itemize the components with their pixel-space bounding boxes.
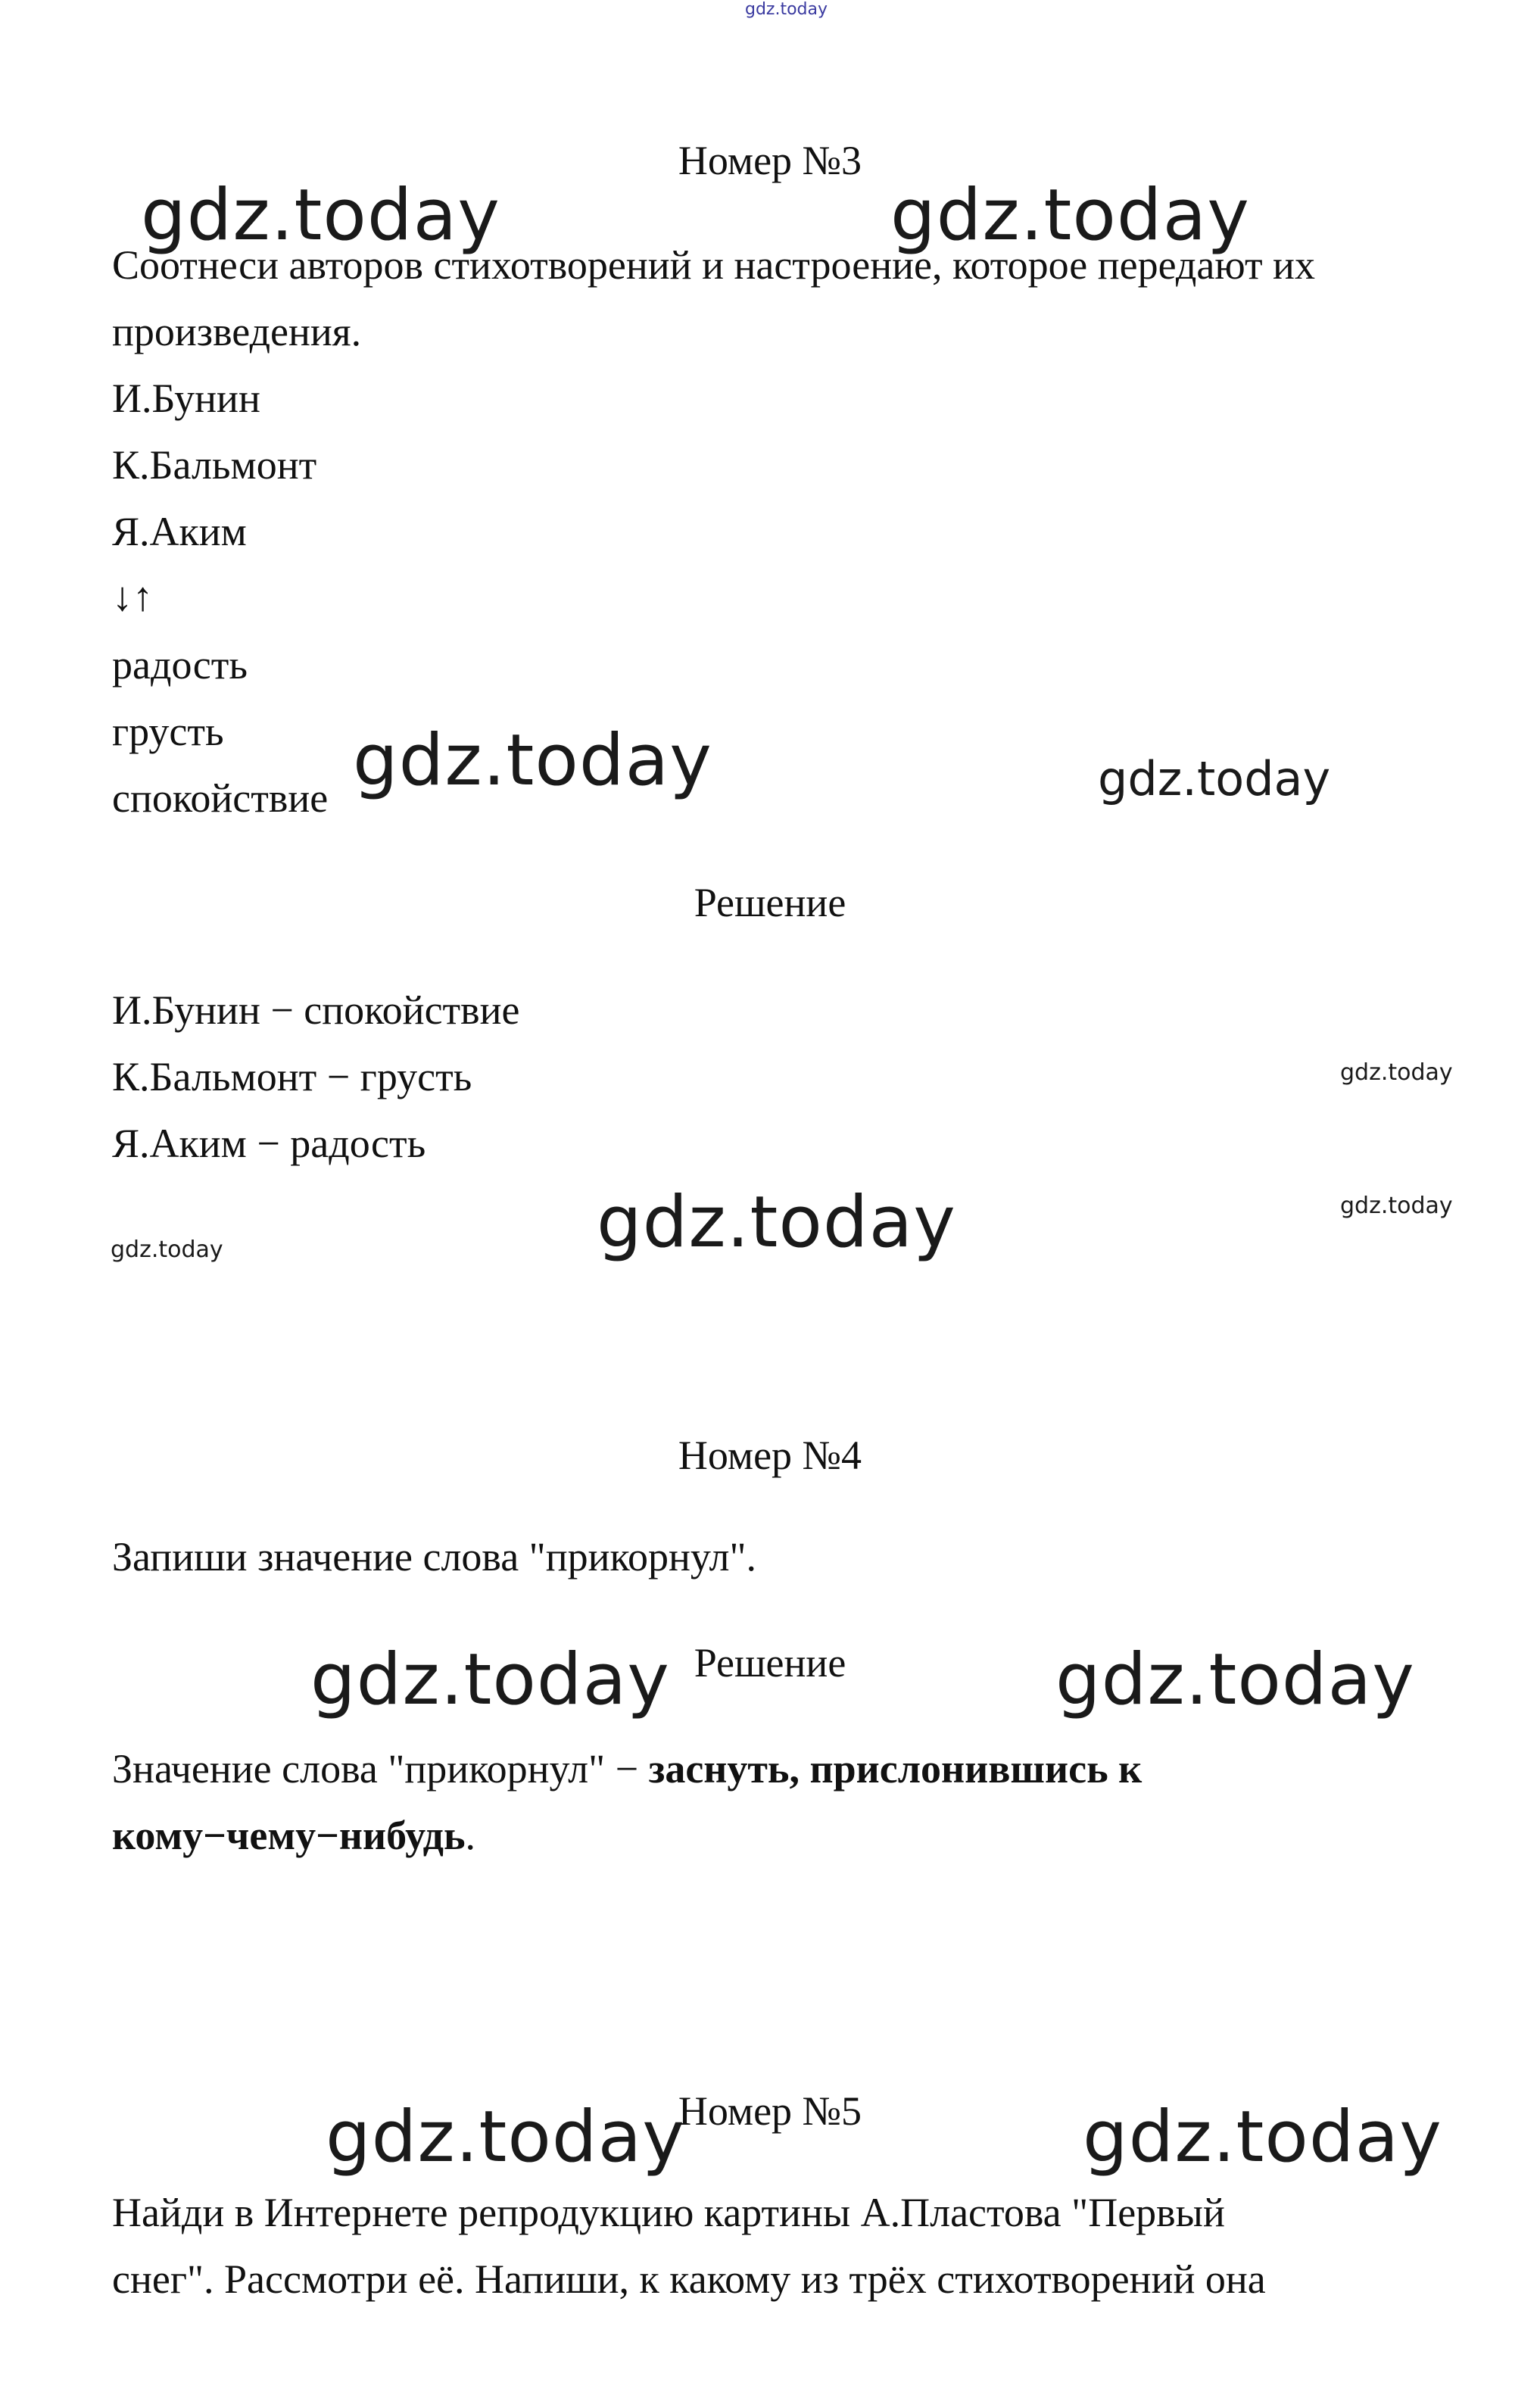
- watermark: gdz.today: [111, 1236, 223, 1263]
- watermark: gdz.today: [310, 1639, 670, 1721]
- watermark-top: gdz.today: [745, 0, 828, 19]
- answer-prefix: Значение слова "прикорнул" −: [112, 1746, 649, 1792]
- watermark: gdz.today: [353, 719, 712, 802]
- arrows-symbol: ↓↑: [112, 574, 153, 619]
- author-item: К.Бальмонт: [112, 442, 317, 488]
- watermark: gdz.today: [1340, 1193, 1453, 1219]
- answer-item: К.Бальмонт − грусть: [112, 1054, 472, 1099]
- answer-definition: заснуть, прислонившись к: [648, 1746, 1143, 1792]
- task4-prompt: Запиши значение слова "прикорнул".: [112, 1534, 757, 1580]
- task3-heading: Номер №3: [678, 138, 862, 183]
- watermark: gdz.today: [1340, 1059, 1453, 1086]
- answer-item: И.Бунин − спокойствие: [112, 987, 520, 1033]
- mood-item: радость: [112, 642, 248, 688]
- answer-definition-cont: кому−чему−нибудь: [112, 1813, 466, 1858]
- mood-item: грусть: [112, 709, 224, 754]
- task3-prompt-line1: Соотнеси авторов стихотворений и настроение, которое передают их: [112, 242, 1315, 288]
- task5-prompt-line1: Найди в Интернете репродукцию картины А.Пластова "Первый: [112, 2190, 1225, 2235]
- watermark: gdz.today: [141, 174, 500, 257]
- answer-item: Я.Аким − радость: [112, 1121, 426, 1166]
- task5-heading: Номер №5: [678, 2088, 862, 2134]
- author-item: И.Бунин: [112, 376, 260, 421]
- task3-solution-heading: Решение: [694, 880, 846, 925]
- watermark: gdz.today: [326, 2096, 685, 2178]
- watermark: gdz.today: [1098, 751, 1331, 806]
- task5-prompt-line2: снег". Рассмотри её. Напиши, к какому из трёх стихотворений она: [112, 2256, 1266, 2302]
- task4-answer-line1: [112, 1745, 1142, 1794]
- answer-suffix: .: [465, 1813, 476, 1858]
- task4-answer-line2: [112, 1811, 475, 1860]
- mood-item: спокойствие: [112, 775, 329, 821]
- watermark: gdz.today: [1055, 1639, 1415, 1721]
- watermark: gdz.today: [597, 1181, 956, 1264]
- watermark: gdz.today: [1083, 2096, 1442, 2178]
- task3-prompt-line2: произведения.: [112, 309, 362, 354]
- task4-solution-heading: Решение: [694, 1640, 846, 1686]
- author-item: Я.Аким: [112, 509, 247, 554]
- task4-heading: Номер №4: [678, 1433, 862, 1478]
- watermark: gdz.today: [890, 174, 1250, 257]
